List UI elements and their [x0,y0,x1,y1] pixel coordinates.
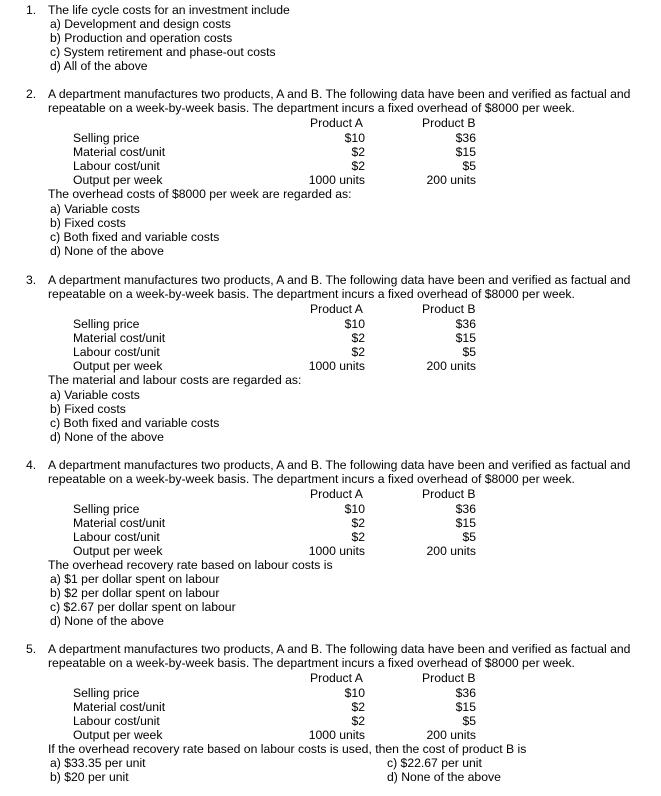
option-b: b) Fixed costs [50,402,126,416]
option-d: d) None of the above [50,244,164,258]
question-number: 1. [26,3,37,17]
table-header-product-b: Product B [422,116,476,130]
table-header-product-b: Product B [422,671,476,685]
row-label-labour-cost: Labour cost/unit [73,345,160,359]
cell-a-output: 1000 units [308,359,365,373]
cell-a-labour-cost: $2 [351,530,365,544]
table-header-product-a: Product A [310,116,363,130]
option-a: a) Variable costs [50,202,140,216]
row-label-selling-price: Selling price [73,686,140,700]
cell-a-material-cost: $2 [351,700,365,714]
cell-a-output: 1000 units [308,173,365,187]
option-a: a) Development and design costs [50,17,231,31]
question-stem-line-1: A department manufactures two products, A and B. The following data have been and verified as factual and [48,458,631,472]
question-stem-line-1: A department manufactures two products, A and B. The following data have been and verified as factual and [48,642,631,656]
row-label-labour-cost: Labour cost/unit [73,714,160,728]
question-stem-line-2: repeatable on a week-by-week basis. The department incurs a fixed overhead of $8000 per week. [48,656,575,670]
cell-b-output: 200 units [426,359,476,373]
question-prompt: The material and labour costs are regarded as: [48,373,302,387]
cell-b-labour-cost: $5 [462,530,476,544]
cell-b-selling-price: $36 [455,686,476,700]
option-d: d) All of the above [50,59,148,73]
cell-b-selling-price: $36 [455,502,476,516]
question-prompt: The overhead costs of $8000 per week are regarded as: [48,187,352,201]
cell-a-labour-cost: $2 [351,159,365,173]
question-number: 3. [26,273,37,287]
row-label-output: Output per week [73,173,163,187]
cell-a-material-cost: $2 [351,145,365,159]
cell-a-material-cost: $2 [351,516,365,530]
cell-a-selling-price: $10 [344,502,365,516]
table-header-product-a: Product A [310,671,363,685]
cell-a-material-cost: $2 [351,331,365,345]
option-c: c) $22.67 per unit [387,756,482,770]
question-stem-line-2: repeatable on a week-by-week basis. The department incurs a fixed overhead of $8000 per week. [48,287,575,301]
row-label-selling-price: Selling price [73,131,140,145]
cell-b-labour-cost: $5 [462,714,476,728]
row-label-output: Output per week [73,544,163,558]
cell-b-output: 200 units [426,544,476,558]
cell-b-material-cost: $15 [455,700,476,714]
cell-b-material-cost: $15 [455,331,476,345]
option-d: d) None of the above [50,614,164,628]
cell-a-labour-cost: $2 [351,345,365,359]
option-d: d) None of the above [387,770,501,784]
cell-b-material-cost: $15 [455,516,476,530]
question-prompt: The overhead recovery rate based on labour costs is [48,558,333,572]
row-label-labour-cost: Labour cost/unit [73,530,160,544]
option-a: a) $33.35 per unit [50,756,146,770]
option-b: b) $2 per dollar spent on labour [50,586,220,600]
option-b: b) $20 per unit [50,770,129,784]
question-stem-line-1: A department manufactures two products, A and B. The following data have been and verified as factual and [48,87,631,101]
question-number: 2. [26,87,37,101]
cell-a-selling-price: $10 [344,317,365,331]
row-label-material-cost: Material cost/unit [73,331,166,345]
question-stem-line-2: repeatable on a week-by-week basis. The department incurs a fixed overhead of $8000 per week. [48,472,575,486]
option-a: a) $1 per dollar spent on labour [50,572,220,586]
option-a: a) Variable costs [50,388,140,402]
table-header-product-a: Product A [310,302,363,316]
question-number: 5. [26,642,37,656]
row-label-material-cost: Material cost/unit [73,700,166,714]
cell-a-labour-cost: $2 [351,714,365,728]
row-label-selling-price: Selling price [73,317,140,331]
option-c: c) System retirement and phase-out costs [50,45,276,59]
row-label-material-cost: Material cost/unit [73,145,166,159]
question-stem-line-2: repeatable on a week-by-week basis. The department incurs a fixed overhead of $8000 per week. [48,101,575,115]
cell-b-material-cost: $15 [455,145,476,159]
option-c: c) Both fixed and variable costs [50,230,220,244]
cell-a-selling-price: $10 [344,131,365,145]
question-number: 4. [26,458,37,472]
question-stem: The life cycle costs for an investment include [48,3,290,17]
option-b: b) Fixed costs [50,216,126,230]
cell-b-labour-cost: $5 [462,159,476,173]
question-stem-line-1: A department manufactures two products, A and B. The following data have been and verified as factual and [48,273,631,287]
cell-b-labour-cost: $5 [462,345,476,359]
cell-b-output: 200 units [426,173,476,187]
table-header-product-b: Product B [422,487,476,501]
cell-b-selling-price: $36 [455,317,476,331]
option-c: c) $2.67 per dollar spent on labour [50,600,236,614]
cell-b-output: 200 units [426,728,476,742]
option-b: b) Production and operation costs [50,31,233,45]
cell-a-output: 1000 units [308,728,365,742]
cell-b-selling-price: $36 [455,131,476,145]
table-header-product-a: Product A [310,487,363,501]
row-label-material-cost: Material cost/unit [73,516,166,530]
option-c: c) Both fixed and variable costs [50,416,220,430]
cell-a-selling-price: $10 [344,686,365,700]
question-prompt: If the overhead recovery rate based on labour costs is used, then the cost of product B is [48,742,527,756]
row-label-labour-cost: Labour cost/unit [73,159,160,173]
cell-a-output: 1000 units [308,544,365,558]
row-label-output: Output per week [73,359,163,373]
row-label-output: Output per week [73,728,163,742]
table-header-product-b: Product B [422,302,476,316]
row-label-selling-price: Selling price [73,502,140,516]
option-d: d) None of the above [50,430,164,444]
